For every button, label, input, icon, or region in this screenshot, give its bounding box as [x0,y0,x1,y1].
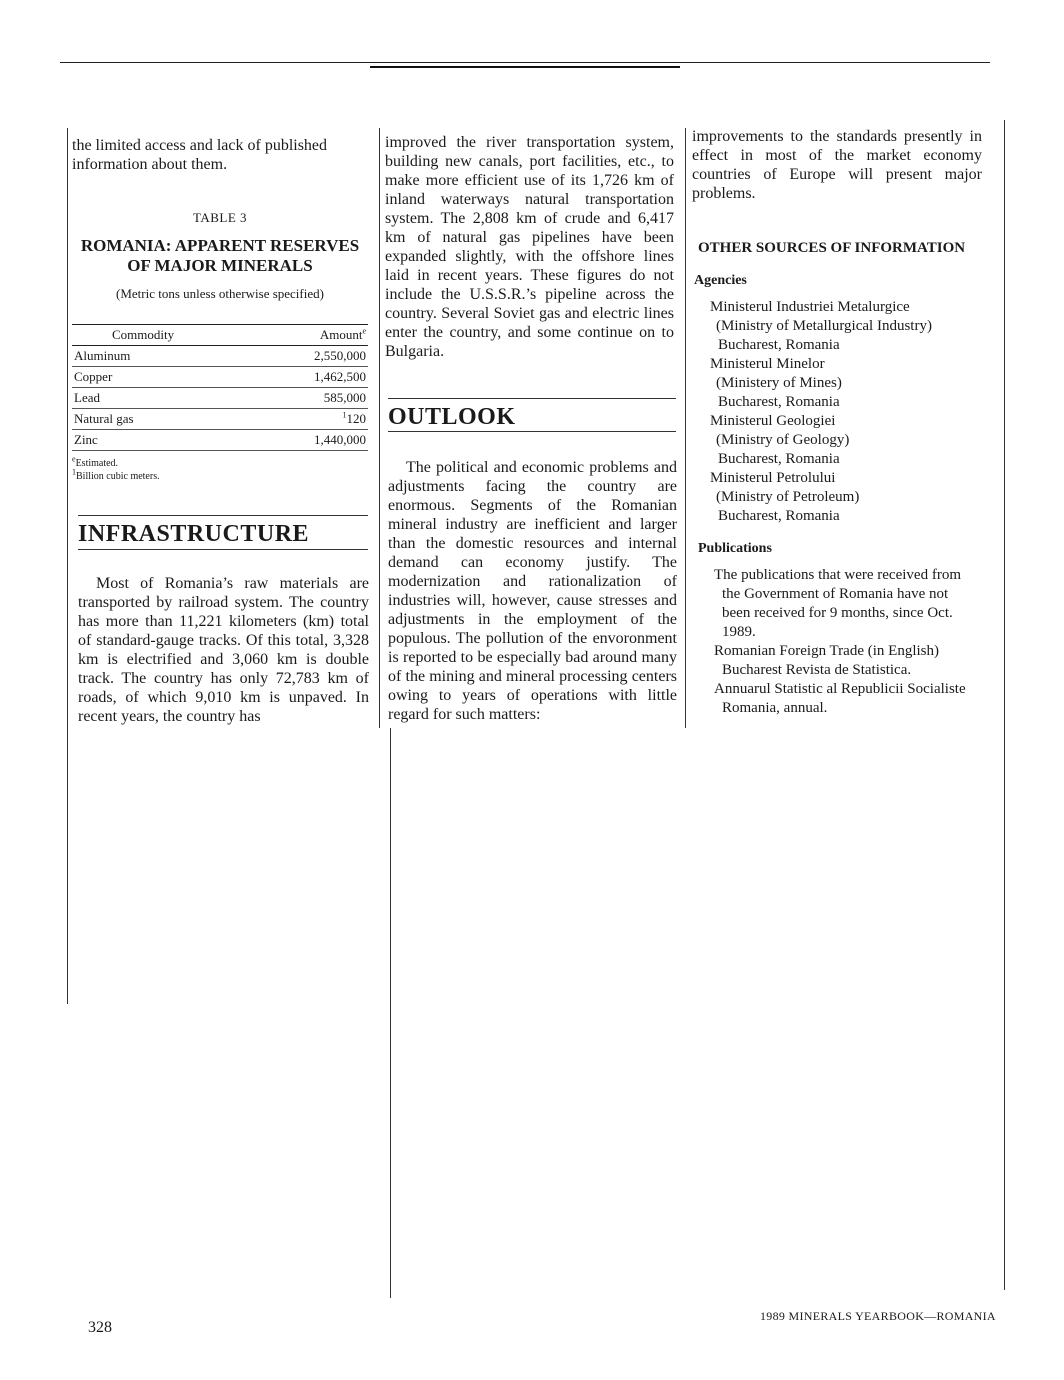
column-divider-1b [390,728,391,1298]
agency-translation: (Ministery of Mines) [716,375,842,391]
amount-value: 120 [346,411,366,426]
agency-translation: (Ministry of Geology) [716,432,850,448]
agency-translation: (Ministry of Metallurgical Industry) [716,318,932,334]
agency-city: Bucharest, Romania [718,451,840,467]
table-row [72,430,368,451]
table-row [72,409,368,430]
agency-item [710,469,1000,526]
infrastructure-rule-top [78,515,368,516]
footnote-1-mark: e [72,454,76,464]
commodity-cell: Natural gas [72,409,264,430]
publications-list [714,566,994,718]
header-amount-sup: e [362,326,366,336]
agency-city: Bucharest, Romania [718,394,840,410]
table-label: TABLE 3 [192,210,248,225]
commodity-cell: Copper [72,367,264,388]
agencies-list [710,298,1000,526]
column-divider-left [67,128,68,1004]
intro-line-2: information about them. [72,156,228,173]
footnote-1-text: Estimated. [75,458,119,469]
outlook-rule-top [388,398,676,399]
top-rule [60,62,990,63]
commodity-cell: Aluminum [72,346,264,367]
top-rule-thick [370,66,680,68]
infrastructure-rule-bottom [78,549,368,550]
agency-city: Bucharest, Romania [718,508,840,524]
commodity-cell: Zinc [72,430,264,451]
publication-line: Romania, annual. [722,700,828,716]
publication-item [714,642,994,680]
outlook-heading: OUTLOOK [388,404,516,430]
column-1 [72,136,368,174]
amount-cell: 1,462,500 [264,367,368,388]
publication-first-line: Annuarul Statistic al Republicii Socialiste [714,681,966,697]
page-number: 328 [88,1319,112,1336]
table-3 [72,210,368,483]
agency-city: Bucharest, Romania [718,337,840,353]
publication-line: the Government of Romania have not [722,586,949,602]
other-sources-heading: OTHER SOURCES OF INFORMATION [698,240,966,256]
agency-translation: (Ministry of Petroleum) [716,489,860,505]
table-title-line-1: ROMANIA: APPARENT RESERVES [80,236,360,255]
header-commodity: Commodity [72,325,264,346]
intro-line-1: the limited access and lack of published [72,137,328,154]
header-amount [264,325,368,346]
table-row [72,367,368,388]
publication-item [714,680,994,718]
agencies-heading: Agencies [694,273,747,288]
column-divider-2 [685,128,686,728]
commodity-cell: Lead [72,388,264,409]
agency-name: Ministerul Geologiei [710,413,836,429]
amount-sup: 1 [342,410,347,420]
column-3-paragraph-1: improvements to the standards presently in effect in most of the market economy countries of Europe will present major problems. [692,128,982,202]
footnote-2-text: Billion cubic meters. [76,471,160,482]
agency-item [710,298,1000,355]
table-footnote-2 [72,467,368,483]
table-footnote-1 [72,454,368,470]
agency-name: Ministerul Petrolului [710,470,836,486]
publication-first-line: The publications that were received from [714,567,961,583]
outlook-paragraph: The political and economic problems and adjustments facing the country are enormous. Segments of the Romanian mineral industry are inefficient and larger than the domestic resources and internal demand can economy justify. The modernization and rationalization of industries will, however, cause stresses and adjustments in the employment of the populous. The pollution of the envoronment is reported to be especially bad around many of the mining and mineral processing centers owing to years of operations with little regard for such matters: [388,459,677,723]
table-row [72,388,368,409]
agency-item [710,412,1000,469]
publication-line: 1989. [722,624,756,640]
minerals-table [72,324,368,451]
table-row [72,346,368,367]
column-divider-1 [379,128,380,728]
column-2-paragraph-1: improved the river transportation system, building new canals, port facilities, etc., to make more efficient use of its 1,726 km of inland waterways natural transportation system. The 2,808 km of crude and 6,417 km of natural gas pipelines have been expanded slightly, with the offshore lines laid in recent years. These figures do not include the U.S.S.R.’s pipeline across the country. Several Soviet gas and electric lines enter the country, and some continue on to Bulgaria. [385,134,674,360]
amount-cell: 1,440,000 [264,430,368,451]
amount-cell [264,409,368,430]
publication-line: been received for 9 months, since Oct. [722,605,953,621]
agency-item [710,355,1000,412]
amount-cell: 2,550,000 [264,346,368,367]
publication-item [714,566,994,642]
table-header-row [72,325,368,346]
publications-heading: Publications [698,541,772,556]
publication-line: Bucharest Revista de Statistica. [722,662,912,678]
publication-first-line: Romanian Foreign Trade (in English) [714,643,939,659]
agency-name: Ministerul Minelor [710,356,825,372]
agency-name: Ministerul Industriei Metalurgice [710,299,910,315]
outlook-rule-bottom [388,431,676,432]
infrastructure-heading: INFRASTRUCTURE [78,521,310,547]
table-subtitle: (Metric tons unless otherwise specified) [116,286,324,301]
header-amount-label: Amount [319,327,363,342]
amount-cell: 585,000 [264,388,368,409]
table-title-line-2: OF MAJOR MINERALS [127,256,313,275]
column-divider-right [1004,120,1005,1290]
running-footer: 1989 MINERALS YEARBOOK—ROMANIA [760,1309,996,1323]
infrastructure-paragraph: Most of Romania’s raw materials are transported by railroad system. The country has more than 11,221 kilometers (km) total of standard-gauge tracks. Of this total, 3,328 km is electrified and 3,060 km is double track. The country has only 72,783 km of roads, of which 9,010 km is unpaved. In recent years, the country has [78,575,369,725]
footnote-2-mark: 1 [72,467,76,477]
